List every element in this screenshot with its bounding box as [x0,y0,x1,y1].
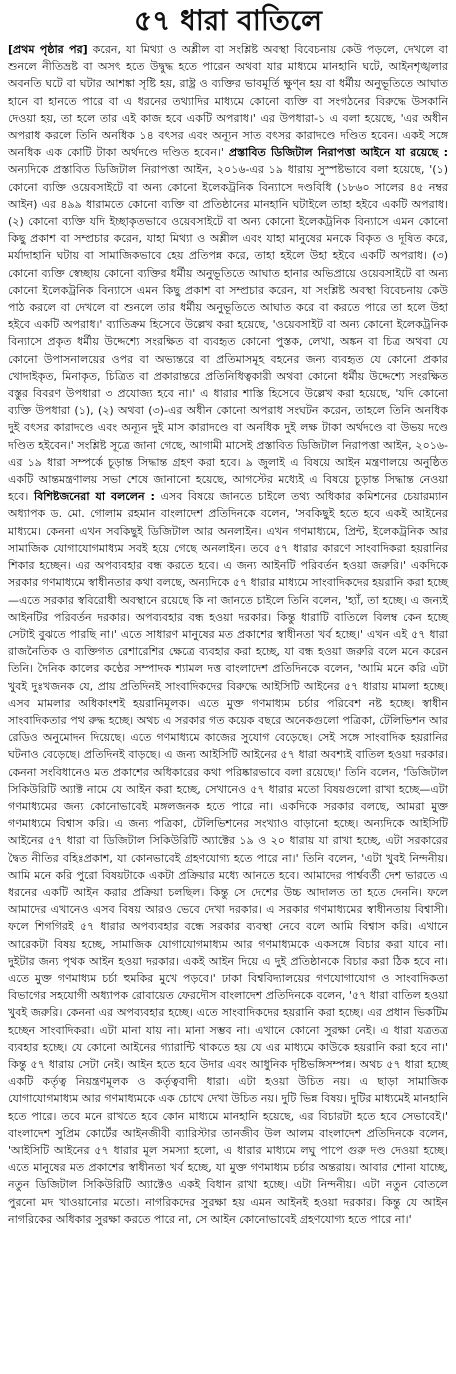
paragraph-3-text: এসব বিষয়ে জানতে চাইলে তথ্য অধিকার কমিশনের চেয়ারম্যান অধ্যাপক ড. মো. গোলাম রহমান বাংলাদেশ প্রতিদিনকে বলেন, 'সবকিছুই হতে হবে একই আইনের মাধ্যমে। কেননা এখন সবকিছুই ডিজিটাল আর অনলাইন। এখন গণমাধ্যমে, প্রিন্ট, ইলেকট্রনিক আর সামাজিক যোগাযোগমাধ্যম সবই হয়ে গেছে অনলাইন। তবে ৫৭ ধারার কারণে সাংবাদিকরা হয়রানির শিকার হচ্ছেন। এর অপব্যবহার বন্ধ করতে হবে। এ জন্য আইনটি পরিবর্তন হওয়া জরুরি।' একদিকে সরকার গণমাধ্যমে স্বাধীনতার কথা বলছে, অন্যদিকে ৫৭ ধারার মাধ্যমে সাংবাদিকদের হয়রানি করা হচ্ছে—এতে সরকার স্ববিরোধী অবস্থানে রয়েছে কি না জানতে চাইলে তিনি বলেন, 'হ্যাঁ, তা হচ্ছে। এ জন্যই আইনটির পরিবর্তন দরকার। অপব্যবহার বন্ধ হওয়া দরকার। কিন্তু ধারাটি বাতিলে বিলম্ব কেন হচ্ছে সেটাই বুঝতে পারছি না।' এতে সাধারণ মানুষের মত প্রকাশের স্বাধীনতা খর্ব হচ্ছে।' এখন এই ৫৭ ধারা রাজনৈতিক ও ব্যক্তিগত রেশারেশির ক্ষেত্রে ব্যবহার করা হচ্ছে, যা বন্ধ হওয়া জরুরি বলে মনে করেন তিনি। দৈনিক কালের কণ্ঠের সম্পাদক শ্যামল দত্ত বাংলাদেশ প্রতিদিনকে বলেন, 'আমি মনে করি এটা খুবই দুঃখজনক যে, প্রায় প্রতিদিনই সাংবাদিকদের বিরুদ্ধে আইসিটি আইনের ৫৭ ধারায় মামলা হচ্ছে। এসব মামলার অধিকাংশই হয়রানিমূলক। এতে মুক্ত গণমাধ্যম চর্চার পরিবেশ নষ্ট হচ্ছে। স্বাধীন সাংবাদিকতার পথ রুদ্ধ হচ্ছে। অথচ এ সরকার গত কয়েক বছরে অনেকগুলো পত্রিকা, টেলিভিশন আর রেডিও অনুমোদন দিয়েছে। এতে গণমাধ্যমে কাজের সুযোগ বেড়েছে। সেই সঙ্গে সাংবাদিক হয়রানির ঘটনাও বেড়েছে। প্রতিদিনই বাড়ছে। এ জন্য আইসিটি আইনের ৫৭ ধারা অবশ্যই বাতিল হওয়া দরকার। কেননা সংবিধানেও মত প্রকাশের অধিকারের কথা পরিষ্কারভাবে বলা রয়েছে।' তিনি বলেন, 'ডিজিটাল সিকিউরিটি অ্যাক্ট নামে যে আইন করা হচ্ছে, সেখানেও ৫৭ ধারার মতো বিষয়গুলো রাখা হচ্ছে—এটা গণমাধ্যমের জন্য কোনোভাবেই মঙ্গলজনক হতে পারে না। একদিকে সরকার বলছে, আমরা মুক্ত গণমাধ্যমে বিশ্বাস করি। এ জন্য পত্রিকা, টেলিভিশনের সংখ্যাও বাড়ানো হচ্ছে। অন্যদিকে আইসিটি আইনের ৫৭ ধারা বা ডিজিটাল সিকিউরিটি অ্যাক্টের ১৯ ও ২০ ধারায় যা রাখা হচ্ছে, এটা সরকারের দ্বৈত নীতির বহিঃপ্রকাশ, যা কোনভাবেই গ্রহণযোগ্য হতে পারে না।' তিনি বলেন, 'এটা খুবই নিন্দনীয়। আমি মনে করি পুরো বিষয়টাকে একটা প্রক্রিয়ার মধ্যে আনতে হবে। আমাদের পার্শ্ববর্তী দেশ ভারতে এ ধরনের একটি আইন করার প্রক্রিয়া চলছিল। কিন্তু সে দেশের উচ্চ আদালত তা হতে দেননি। ফলে আমাদের এখানেও এসব বিষয় আরও ভেবে দেখা দরকার। এ সরকার গণমাধ্যমের স্বাধীনতায় বিশ্বাসী। ফলে শিগগিরই ৫৭ ধারার অপব্যবহার বন্ধে সরকার ব্যবস্থা নেবে বলে আমি বিশ্বাস করি। এখানে আরেকটা বিষয় হচ্ছে, সামাজিক যোগাযোগমাধ্যম আর গণমাধ্যমকে একসঙ্গে বিচার করা যাবে না। দুইটার জন্য পৃথক আইন হওয়া দরকার। একই আইন দিয়ে এ দুই প্রতিষ্ঠানকে বিচার করা ঠিক হবে না। এতে মুক্ত গণমাধ্যম চর্চা হুমকির মুখে পড়বে।' ঢাকা বিশ্ববিদ্যালয়ের গণযোগাযোগ ও সাংবাদিকতা বিভাগের সহযোগী অধ্যাপক রোবায়েত ফেরদৌস বাংলাদেশ প্রতিদিনকে বলেন, '৫৭ ধারা বাতিল হওয়া খুবই জরুরি। কেননা এর অপব্যবহার হচ্ছে। এতে সাংবাদিকদের হয়রানি করা হচ্ছে। এর প্রধান ভিকটিম হচ্ছেন সাংবাদিকরা। এটা মানা যায় না। মানা সম্ভব না। এখানে কোনো সুরক্ষা নেই। এ ধারা যত্রতত্র ব্যবহার হচ্ছে। যে কোনো আইনের গ্যারান্টি থাকতে হয় যে এর মাধ্যমে কাউকে হয়রানি করা হবে না।' কিন্তু ৫৭ ধারায় সেটা নেই। আইন হতে হবে উদার এবং আধুনিক দৃষ্টিভঙ্গিসম্পন্ন। অথচ ৫৭ ধারা হচ্ছে একটি কর্তৃত্ব নিয়ন্ত্রণমূলক ও কর্তৃত্ববাদী ধারা। এটা হওয়া উচিত নয়। এ ছাড়া সামাজিক যোগাযোগমাধ্যম আর গণমাধ্যমকে এক চোখে দেখা উচিত নয়। দুটি ভিন্ন বিষয়। দুটির মাধ্যমেই মানহানি হতে পারে। তবে মনে রাখতে হবে কোন মাধ্যমে মানহানি হয়েছে, এর বিচারটা হতে হবে সেভাবেই।' বাংলাদেশ সুপ্রিম কোর্টের আইনজীবী ব্যারিস্টার তানজীব উল আলম বাংলাদেশ প্রতিদিনকে বলেন, 'আইসিটি আইনের ৫৭ ধারার মূল সমস্যা হলো, এ ধারার মাধ্যমে লঘু পাপে গুরু দণ্ড দেওয়া হচ্ছে। এতে মানুষের মত প্রকাশের স্বাধীনতা খর্ব হচ্ছে, যা মুক্ত গণমাধ্যম চর্চার অন্তরায়। আবার শোনা যাচ্ছে, নতুন ডিজিটাল সিকিউরিটি অ্যাক্টেও একই বিধান রাখা হচ্ছে। এটা নিন্দনীয়। এটা নতুন বোতলে পুরনো মদ খাওয়ানোর মতো। নাগরিকদের সুরক্ষা হয় এমন আইনই হওয়া দরকার। কিন্তু যে আইন নাগরিকের অধিকার সুরক্ষা করতে পারে না, সে আইন কোনোভাবেই গ্রহণযোগ্য হতে পারে না।' [8,490,448,1226]
article-body [8,41,448,1228]
paragraph-1-text: করেন, যা মিথ্যা ও অশ্লীল বা সংশ্লিষ্ট অবস্থা বিবেচনায় কেউ পড়লে, দেখলে বা শুনলে নীতিভ্রষ্ট বা অসৎ হতে উদ্বুদ্ধ হতে পারেন অথবা যার মাধ্যমে মানহানি ঘটে, আইনশৃঙ্খলার অবনতি ঘটে বা ঘটার আশঙ্কা সৃষ্টি হয়, রাষ্ট্র ও ব্যক্তির ভাবমূর্তি ক্ষুণ্ন হয় বা ধর্মীয় অনুভূতিতে আঘাত হানে বা হানতে পারে বা এ ধরনের তথ্যাদির মাধ্যমে কোনো ব্যক্তি বা সংগঠনের বিরুদ্ধে উসকানি দেওয়া হয়, তা হলে তার এই কাজ হবে একটি অপরাধ।' এর উপধারা-১ এ বলা হয়েছে, 'এর অধীন অপরাধ করলে তিনি অনধিক ১৪ বৎসর এবং অন্যূন সাত বৎসর কারাদণ্ডে দণ্ডিত হবেন। একই সঙ্গে অনধিক এক কোটি টাকা অর্থদণ্ডে দণ্ডিত হবেন।' [8,43,448,160]
subheading-experts-said: বিশিষ্টজনেরা যা বললেন : [33,490,155,504]
paragraph-2-text: অন্যদিকে প্রস্তাবিত ডিজিটাল নিরাপত্তা আইন, ২০১৬-এর ১৯ ধারায় সুস্পষ্টভাবে বলা হয়েছে, '(১) কোনো ব্যক্তি ওয়েবসাইটে বা অন্য কোনো ইলেকট্রনিক বিন্যাসে দণ্ডবিধি (১৮৬০ সালের ৪৫ নম্বর আইন) এর ৪৯৯ ধারামতে কোনো ব্যক্তি বা প্রতিষ্ঠানের মানহানি ঘটাইলে তাহা হইবে একটি অপরাধ। (২) কোনো ব্যক্তি যদি ইচ্ছাকৃতভাবে ওয়েবসাইটে বা অন্য কোনো ইলেকট্রনিক বিন্যাসে এমন কোনো কিছু প্রকাশ বা সম্প্রচার করেন, যাহা মিথ্যা ও অশ্লীল এবং যাহা মানুষের মনকে বিকৃত ও দূষিত করে, মর্যাদাহানি ঘটায় বা সামাজিকভাবে হেয় প্রতিপন্ন করে, তাহা হইলে উহা হইবে একটি অপরাধ। (৩) কোনো ব্যক্তি স্বেচ্ছায় কোনো ব্যক্তির ধর্মীয় অনুভূতিতে আঘাত হানার অভিপ্রায়ে ওয়েবসাইটে বা অন্য কোনো ইলেকট্রনিক বিন্যাসে এমন কিছু প্রকাশ বা সম্প্রচার করেন, যা সংশ্লিষ্ট অবস্থা বিবেচনায় কেউ পাঠ করলে বা দেখলে বা শুনলে তার ধর্মীয় অনুভূতিতে আঘাত করে বা করতে পারে তা হলে উহা হইবে একটি অপরাধ।' ব্যাতিক্রম হিসেবে উল্লেখ করা হয়েছে, 'ওয়েবসাইট বা অন্য কোনো ইলেকট্রনিক বিন্যাসে প্রকৃত ধর্মীয় উদ্দেশ্যে সংরক্ষিত বা ব্যবহৃত কোনো পুস্তক, লেখা, অঙ্কন বা চিত্র অথবা যে কোনো উপাসনালয়ের ওপর বা অভ্যন্তরে বা প্রতিমাসমূহ বহনের জন্য ব্যবহৃত যে কোনো প্রকার খোদাইকৃত, মিনাকৃত, চিত্রিত বা প্রকারান্তরে প্রতিনিধিত্বকারী অথবা কোনো ধর্মীয় উদ্দেশ্যে সংরক্ষিত বস্তুর বিবরণ উপধারা ৩ প্রযোজ্য হবে না।' এ ধারার শাস্তি হিসেবে উল্লেখ করা হয়েছে, 'যদি কোনো ব্যক্তি উপধারা (১), (২) অথবা (৩)-এর অধীন কোনো অপরাধ সংঘটন করেন, তাহলে তিনি অনধিক দুই বৎসর কারাদণ্ডে এবং অন্যূন দুই মাস কারাদণ্ডে বা অনধিক দুই লক্ষ টাকা অর্থদণ্ডে বা উভয় দণ্ডে দণ্ডিত হইবেন।' সংশ্লিষ্ট সূত্রে জানা গেছে, আগামী মাসেই প্রস্তাবিত ডিজিটাল নিরাপত্তা আইন, ২০১৬-এর ১৯ ধারা সম্পর্কে চূড়ান্ত সিদ্ধান্ত গ্রহণ করা হবে। ৯ জুলাই এ বিষয়ে আইন মন্ত্রণালয়ে অনুষ্ঠিত একটি আন্তমন্ত্রণালয় সভা শেষে জানানো হয়েছে, আগস্টের মধ্যেই এ বিষয়ে চূড়ান্ত সিদ্ধান্ত নেওয়া হবে। [8,163,448,504]
article-headline: ৫৭ ধারা বাতিলে [133,4,323,37]
subheading-proposed-law: প্রস্তাবিত ডিজিটাল নিরাপত্তা আইনে যা রয়েছে : [228,146,448,160]
continuation-label: [প্রথম পৃষ্ঠার পর] [8,43,88,56]
